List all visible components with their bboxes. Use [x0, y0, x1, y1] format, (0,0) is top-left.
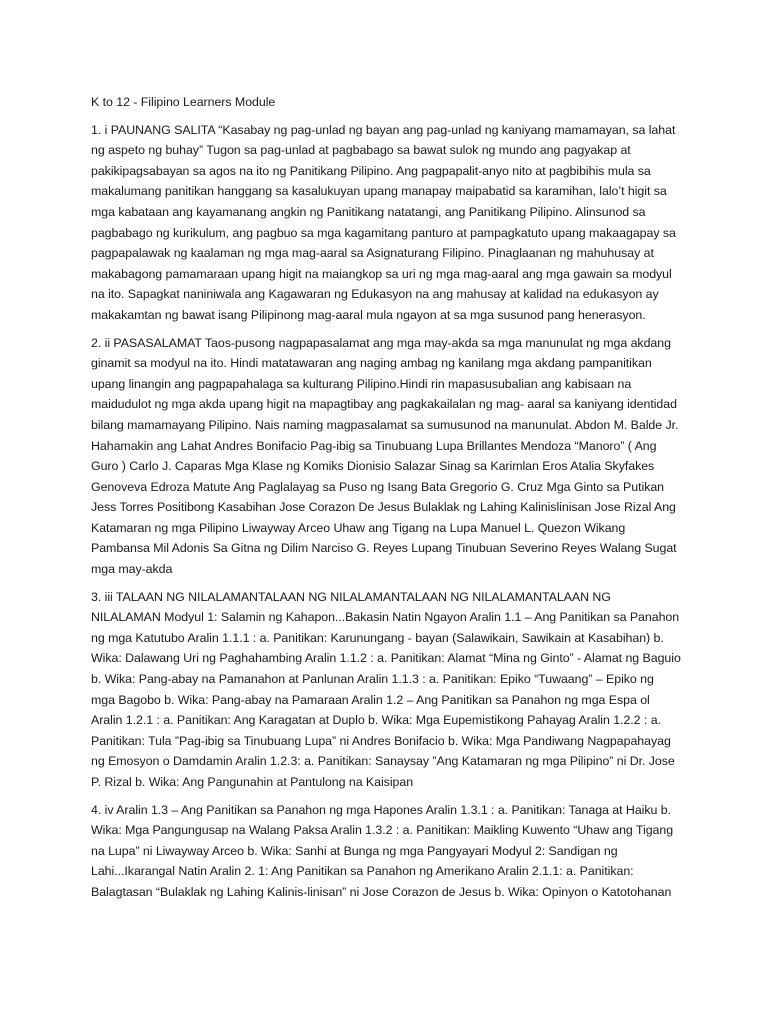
document-title: K to 12 - Filipino Learners Module — [91, 95, 276, 109]
paragraph-talaan-ng-nilalaman: 3. iii TALAAN NG NILALAMANTALAAN NG NILALAMANTALAAN NG NILALAMANTALAAN NG NILALAMAN Modyul 1: Salamin ng Kahapon...Bakasin Natin Ngayon Aralin 1.1 – Ang Panitikan sa Panahon ng mga Katutubo Aralin 1.1.1 : a. Panitikan: Karunungang - bayan (Salawikain, Sawikain at Kasabihan) b. Wika: Dalawang Uri ng Paghahambing Aralin 1.1.2 : a. Panitikan: Alamat “Mina ng Ginto” - Alamat ng Baguio b. Wika: Pang-abay na Pamanahon at Panlunan Aralin 1.1.3 : a. Panitikan: Epiko “Tuwaang” – Epiko ng mga Bagobo b. Wika: Pang-abay na Pamaraan Aralin 1.2 – Ang Panitikan sa Panahon ng mga Espa ol Aralin 1.2.1 : a. Panitikan: Ang Karagatan at Duplo b. Wika: Mga Eupemistikong Pahayag Aralin 1.2.2 : a. Panitikan: Tula ”Pag-ibig sa Tinubuang Lupa” ni Andres Bonifacio b. Wika: Mga Pandiwang Nagpapahayag ng Emosyon o Damdamin Aralin 1.2.3: a. Panitikan: Sanaysay ”Ang Katamaran ng mga Pilipino” ni Dr. Jose P. Rizal b. Wika: Ang Pangunahin at Pantulong na Kaisipan — [91, 589, 681, 789]
document-body — [91, 92, 681, 910]
paragraph-pasasalamat: 2. ii PASASALAMAT Taos-pusong nagpapasalamat ang mga may-akda sa mga manunulat ng mga akdang ginamit sa modyul na ito. Hindi matatawaran ang naging ambag ng kanilang mga akdang pampanitikan upang linangin ang pagpapahalaga sa kulturang Pilipino.Hindi rin mapasusubalian ang kabisaan na maidudulot ng mga akda upang higit na mapagtibay ang pagkakailalan ng mag- aaral sa kaniyang identidad bilang mamamayang Pilipino. Nais naming magpasalamat sa sumusunod na manunulat. Abdon M. Balde Jr. Hahamakin ang Lahat Andres Bonifacio Pag-ibig sa Tinubuang Lupa Brillantes Mendoza “Manoro” ( Ang Guro ) Carlo J. Caparas Mga Klase ng Komiks Dionisio Salazar Sinag sa Karimlan Eros Atalia Skyfakes Genoveva Edroza Matute Ang Paglalayag sa Puso ng Isang Bata Gregorio G. Cruz Mga Ginto sa Putikan Jess Torres Positibong Kasabihan Jose Corazon De Jesus Bulaklak ng Lahing Kalinislinisan Jose Rizal Ang Katamaran ng mga Pilipino Liwayway Arceo Uhaw ang Tigang na Lupa Manuel L. Quezon Wikang Pambansa Mil Adonis Sa Gitna ng Dilim Narciso G. Reyes Lupang Tinubuan Severino Reyes Walang Sugat mga may-akda — [91, 335, 679, 577]
paragraph-paunang-salita: 1. i PAUNANG SALITA “Kasabay ng pag-unlad ng bayan ang pag-unlad ng kaniyang mamamayan, sa lahat ng aspeto ng buhay” Tugon sa pag-unlad at pagbabago sa bawat sulok ng mundo ang pagyakap at pakikipagsabayan sa agos na ito ng Panitikang Pilipino. Ang pagpapalit-anyo nito at pagbibihis mula sa makalumang panitikan hanggang sa kasalukuyan upang manapay maipabatid sa karamihan, lalo’t higit sa mga kabataan ang kayamanang angkin ng Panitikang natatangi, ang Panitikang Pilipino. Alinsunod sa pagbabago ng kurikulum, ang pagbuo sa mga kagamitang panturo at pampagkatuto upang makaagapay sa pagpapalawak ng kaalaman ng mga mag-aaral sa Asignaturang Filipino. Pinaglaanan ng mahuhusay at makabagong pamamaraan upang higit na maiangkop sa uri ng mga mag-aaral ang mga gawain sa modyul na ito. Sapagkat naniniwala ang Kagawaran ng Edukasyon na ang mahusay at kalidad na edukasyon ay makakamtan ng bawat isang Pilipinong mag-aaral mula ngayon at sa mga susunod pang henerasyon. — [91, 122, 676, 322]
paragraph-aralin-continued: 4. iv Aralin 1.3 – Ang Panitikan sa Panahon ng mga Hapones Aralin 1.3.1 : a. Panitikan: Tanaga at Haiku b. Wika: Mga Pangungusap na Walang Paksa Aralin 1.3.2 : a. Panitikan: Maikling Kuwento “Uhaw ang Tigang na Lupa” ni Liwayway Arceo b. Wika: Sanhi at Bunga ng mga Pangyayari Modyul 2: Sandigan ng Lahi...Ikarangal Natin Aralin 2. 1: Ang Panitikan sa Panahon ng Amerikano Aralin 2.1.1: a. Panitikan: Balagtasan “Bulaklak ng Lahing Kalinis-linisan” ni Jose Corazon de Jesus b. Wika: Opinyon o Katotohanan — [91, 802, 674, 899]
